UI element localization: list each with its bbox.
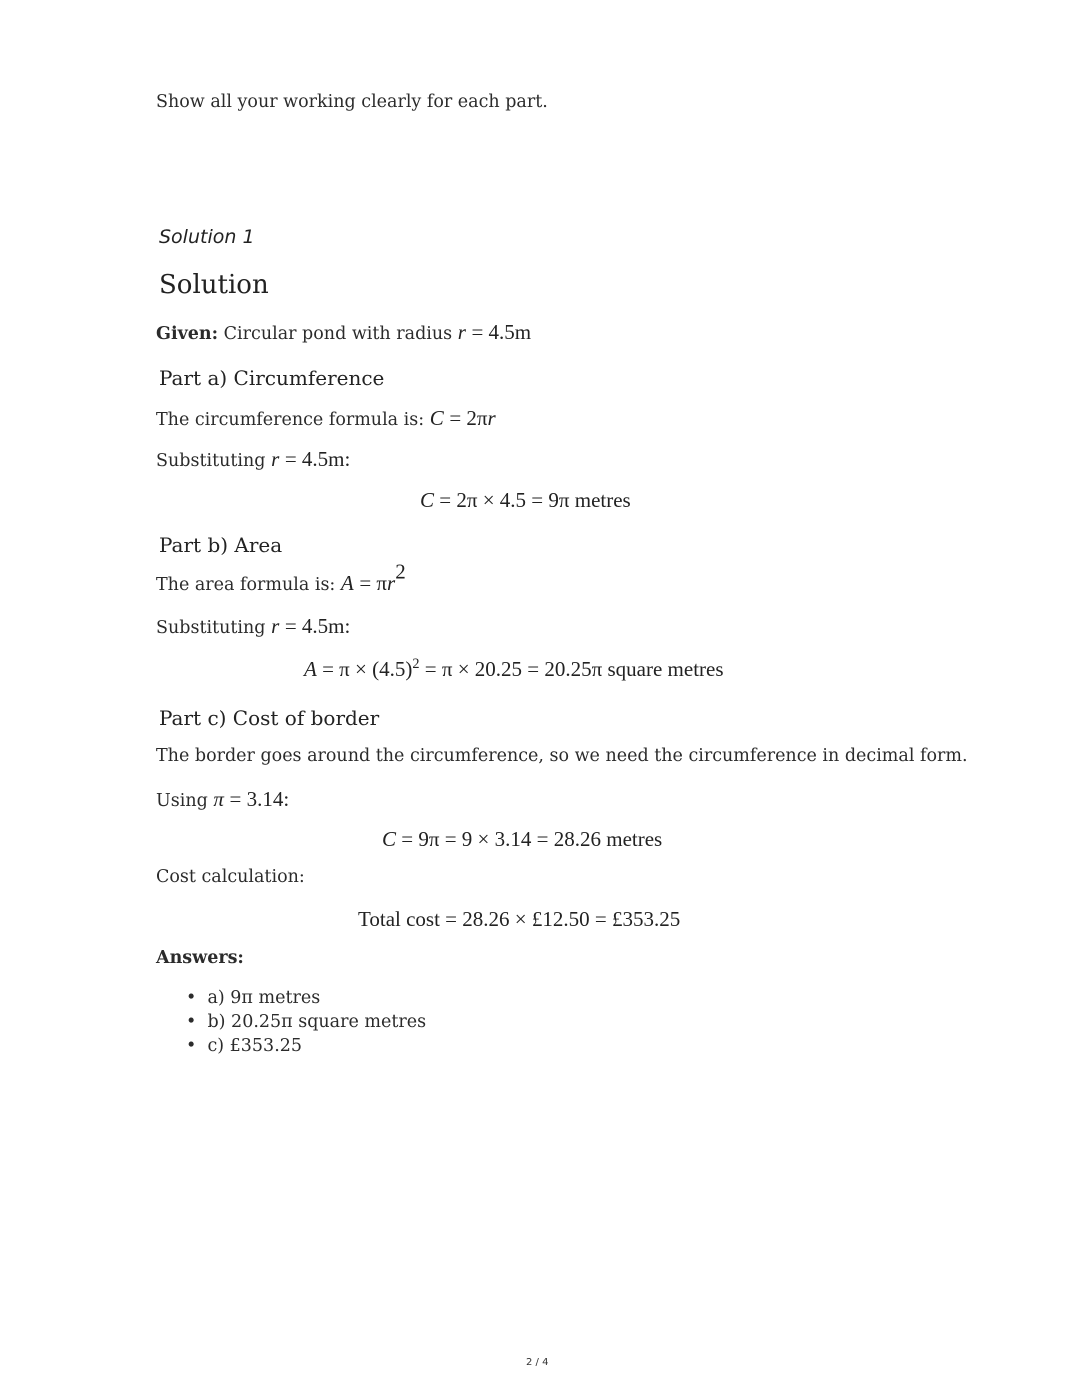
solution-title: Solution	[159, 270, 269, 300]
instruction-text: Show all your working clearly for each part.	[156, 92, 548, 112]
solution-label: Solution 1	[159, 226, 255, 248]
part-b-formula-line	[156, 559, 406, 596]
part-b-formula-exp: 2	[395, 559, 406, 584]
bullet-icon: •	[186, 1012, 197, 1032]
part-b-subst-eq: = 4.5m:	[284, 614, 351, 638]
part-a-subst-r: r	[271, 447, 280, 471]
part-c-display-c: C	[382, 827, 397, 851]
part-b-formula-rhs: = π	[359, 571, 388, 595]
part-a-formula-c: C	[429, 406, 444, 430]
given-eq: = 4.5m	[471, 320, 532, 344]
part-a-subst-eq: = 4.5m:	[284, 447, 351, 471]
part-a-formula-r: r	[487, 406, 496, 430]
given-line	[156, 320, 531, 345]
bullet-icon: •	[186, 988, 197, 1008]
given-text: Circular pond with radius	[223, 324, 453, 344]
answer-item-a	[186, 988, 320, 1008]
answer-text-a: a) 9π metres	[207, 988, 321, 1008]
answers-label: Answers:	[156, 948, 244, 968]
part-b-subst-text: Substituting	[156, 618, 266, 638]
page-number: 2 / 4	[526, 1357, 549, 1368]
part-b-formula-text: The area formula is:	[156, 575, 336, 595]
part-c-using-line	[156, 787, 289, 812]
answer-item-b	[186, 1012, 426, 1032]
part-a-display-c: C	[420, 488, 435, 512]
part-b-subst-line	[156, 614, 350, 639]
part-a-display-rhs: = 2π × 4.5 = 9π metres	[439, 488, 631, 512]
part-a-formula-rhs: = 2π	[449, 406, 488, 430]
part-b-display-equation	[304, 657, 724, 682]
part-c-using-pi: π	[213, 787, 224, 811]
given-r: r	[457, 320, 466, 344]
part-c-cost-label: Cost calculation:	[156, 867, 305, 887]
part-c-display-rhs: = 9π = 9 × 3.14 = 28.26 metres	[401, 827, 663, 851]
part-b-display-a: A	[304, 657, 317, 681]
part-b-heading: Part b) Area	[159, 533, 283, 557]
part-c-total-cost-equation: Total cost = 28.26 × £12.50 = £353.25	[358, 907, 681, 931]
part-c-using-text: Using	[156, 791, 208, 811]
part-b-display-end: = π × 20.25 = 20.25π square metres	[419, 657, 724, 681]
part-c-heading: Part c) Cost of border	[159, 706, 380, 730]
part-a-subst-text: Substituting	[156, 451, 266, 471]
part-b-display-mid: = π × (4.5)	[322, 657, 413, 681]
part-b-formula-a: A	[340, 571, 354, 595]
part-a-subst-line	[156, 447, 350, 472]
part-c-using-eq: = 3.14:	[229, 787, 290, 811]
part-a-display-equation	[420, 488, 631, 513]
bullet-icon: •	[186, 1036, 197, 1056]
part-a-formula-line	[156, 406, 496, 431]
given-label: Given:	[156, 324, 219, 344]
part-c-explanation: The border goes around the circumference, so we need the circumference in decimal form.	[156, 746, 968, 766]
answer-text-b: b) 20.25π square metres	[207, 1012, 427, 1032]
answer-text-c: c) £353.25	[207, 1036, 303, 1056]
part-b-formula-r: r	[387, 571, 396, 595]
part-b-subst-r: r	[271, 614, 280, 638]
part-a-formula-text: The circumference formula is:	[156, 410, 425, 430]
answer-item-c	[186, 1036, 302, 1056]
part-b-display-exp: 2	[412, 656, 420, 673]
part-a-heading: Part a) Circumference	[159, 366, 385, 390]
part-c-display-equation	[382, 827, 662, 852]
